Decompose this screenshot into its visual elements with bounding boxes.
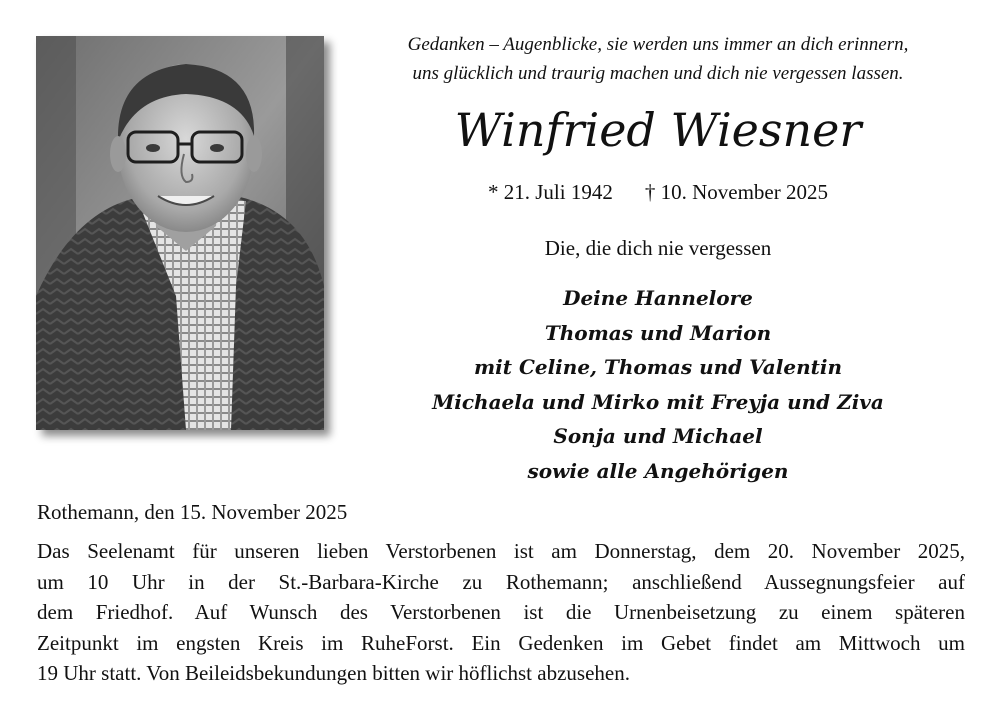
memorial-quote [352, 30, 964, 88]
place-and-date: Rothemann, den 15. November 2025 [37, 500, 348, 524]
portrait-photo [36, 36, 324, 430]
mourner-line: Thomas und Marion [544, 320, 772, 345]
mourner-line: Michaela und Mirko mit Freyja und Ziva [432, 389, 884, 414]
mourner-line: sowie alle Angehörigen [527, 458, 789, 483]
mourner-line: Sonja und Michael [553, 424, 763, 449]
service-notice [37, 536, 965, 689]
mourners-intro: Die, die dich nie vergessen [544, 236, 772, 260]
quote-line: Gedanken – Augenblicke, sie werden uns immer an dich erinnern, [407, 34, 909, 55]
notice-line: 19 Uhr statt. Von Beileidsbekundungen bitten wir höflichst abzusehen. [37, 661, 630, 685]
birth-date: * 21. Juli 1942 [488, 180, 613, 204]
life-dates [352, 177, 964, 207]
notice-line: Das Seelenamt für unseren lieben Verstorbenen ist am Donnerstag, dem 20. November 2025, [37, 539, 965, 563]
portrait-image [36, 36, 324, 430]
notice-line: Zeitpunkt im engsten Kreis im RuheForst. Ein Gedenken im Gebet findet am Mittwoch um [37, 630, 965, 655]
deceased-name: Winfried Wiesner [454, 103, 862, 157]
mourners-list [312, 281, 1000, 489]
mourner-line: mit Celine, Thomas und Valentin [473, 355, 842, 380]
death-date: † 10. November 2025 [644, 180, 828, 204]
mourner-line: Deine Hannelore [563, 286, 753, 310]
notice-line: um 10 Uhr in der St.-Barbara-Kirche zu Rothemann; anschließend Aussegnungsfeier auf [37, 569, 965, 594]
notice-line: dem Friedhof. Auf Wunsch des Verstorbenen ist die Urnenbeisetzung zu einem späteren [37, 600, 965, 624]
quote-line: uns glücklich und traurig machen und dich nie vergessen lassen. [412, 63, 904, 84]
